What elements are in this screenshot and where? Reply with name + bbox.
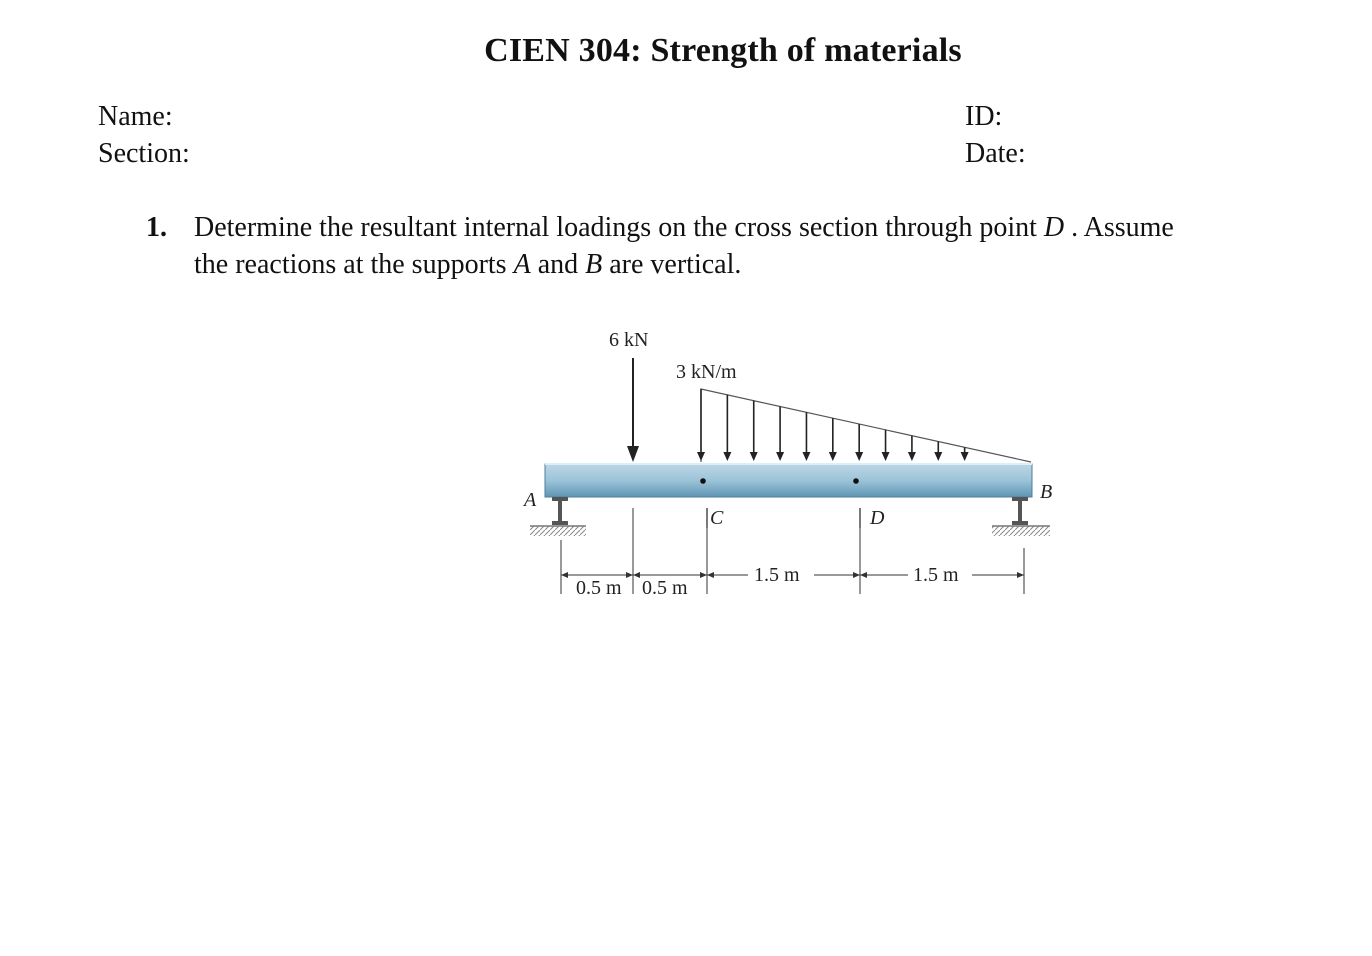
distributed-load-arrowhead [882,452,890,461]
question-line-1 [194,212,1174,244]
question-number: 1. [146,212,167,243]
dim-arrow-3b [853,572,860,578]
dim-arrow-3a [707,572,714,578]
dim-arrow-2b [700,572,707,578]
question-vertical: are vertical. [609,249,742,280]
dim-label-4: 1.5 m [913,564,959,586]
support-b-label: B [1040,481,1053,503]
point-c-marker [700,478,706,484]
distributed-load-arrowhead [697,452,705,461]
distributed-load-arrowhead [776,452,784,461]
distributed-load-arrowhead [802,452,810,461]
dim-label-2: 0.5 m [642,577,688,599]
distributed-load-arrowhead [934,452,942,461]
dim-arrow-2a [633,572,640,578]
question-line-2 [194,249,741,281]
page-title: CIEN 304: Strength of materials [484,32,962,69]
question-and: and [537,249,579,280]
beam-figure [520,320,1060,610]
support-a [530,497,586,536]
distributed-load-arrows [697,389,969,461]
dim-arrow-4b [1017,572,1024,578]
beam [545,464,1032,497]
distributed-load-label: 3 kN/m [676,361,737,383]
question-support-b: B [585,249,603,280]
point-d-marker [853,478,859,484]
id-label: ID: [965,101,1003,132]
dim-arrow-4a [860,572,867,578]
question-text-2: the reactions at the supports [194,249,507,280]
question-assume: . Assume [1071,212,1174,243]
point-load-arrowhead [627,446,639,462]
support-a-label: A [524,489,537,511]
distributed-load-arrowhead [750,452,758,461]
point-load-label: 6 kN [609,329,649,351]
dim-arrow-1a [561,572,568,578]
distributed-load-arrowhead [723,452,731,461]
dim-arrow-1b [626,572,633,578]
section-label: Section: [98,138,190,169]
distributed-load-arrowhead [829,452,837,461]
question-support-a: A [513,249,531,280]
distributed-load-arrowhead [961,452,969,461]
dim-label-3: 1.5 m [754,564,800,586]
date-label: Date: [965,138,1026,169]
distributed-load-arrowhead [908,452,916,461]
dim-label-1: 0.5 m [576,577,622,599]
distributed-load-envelope [701,389,1031,462]
point-d-label: D [870,507,885,529]
question-point-d: D [1043,212,1065,243]
distributed-load-arrowhead [855,452,863,461]
name-label: Name: [98,101,173,132]
point-c-label: C [710,507,724,529]
question-text-1: Determine the resultant internal loadings on the cross section through point [194,212,1037,243]
